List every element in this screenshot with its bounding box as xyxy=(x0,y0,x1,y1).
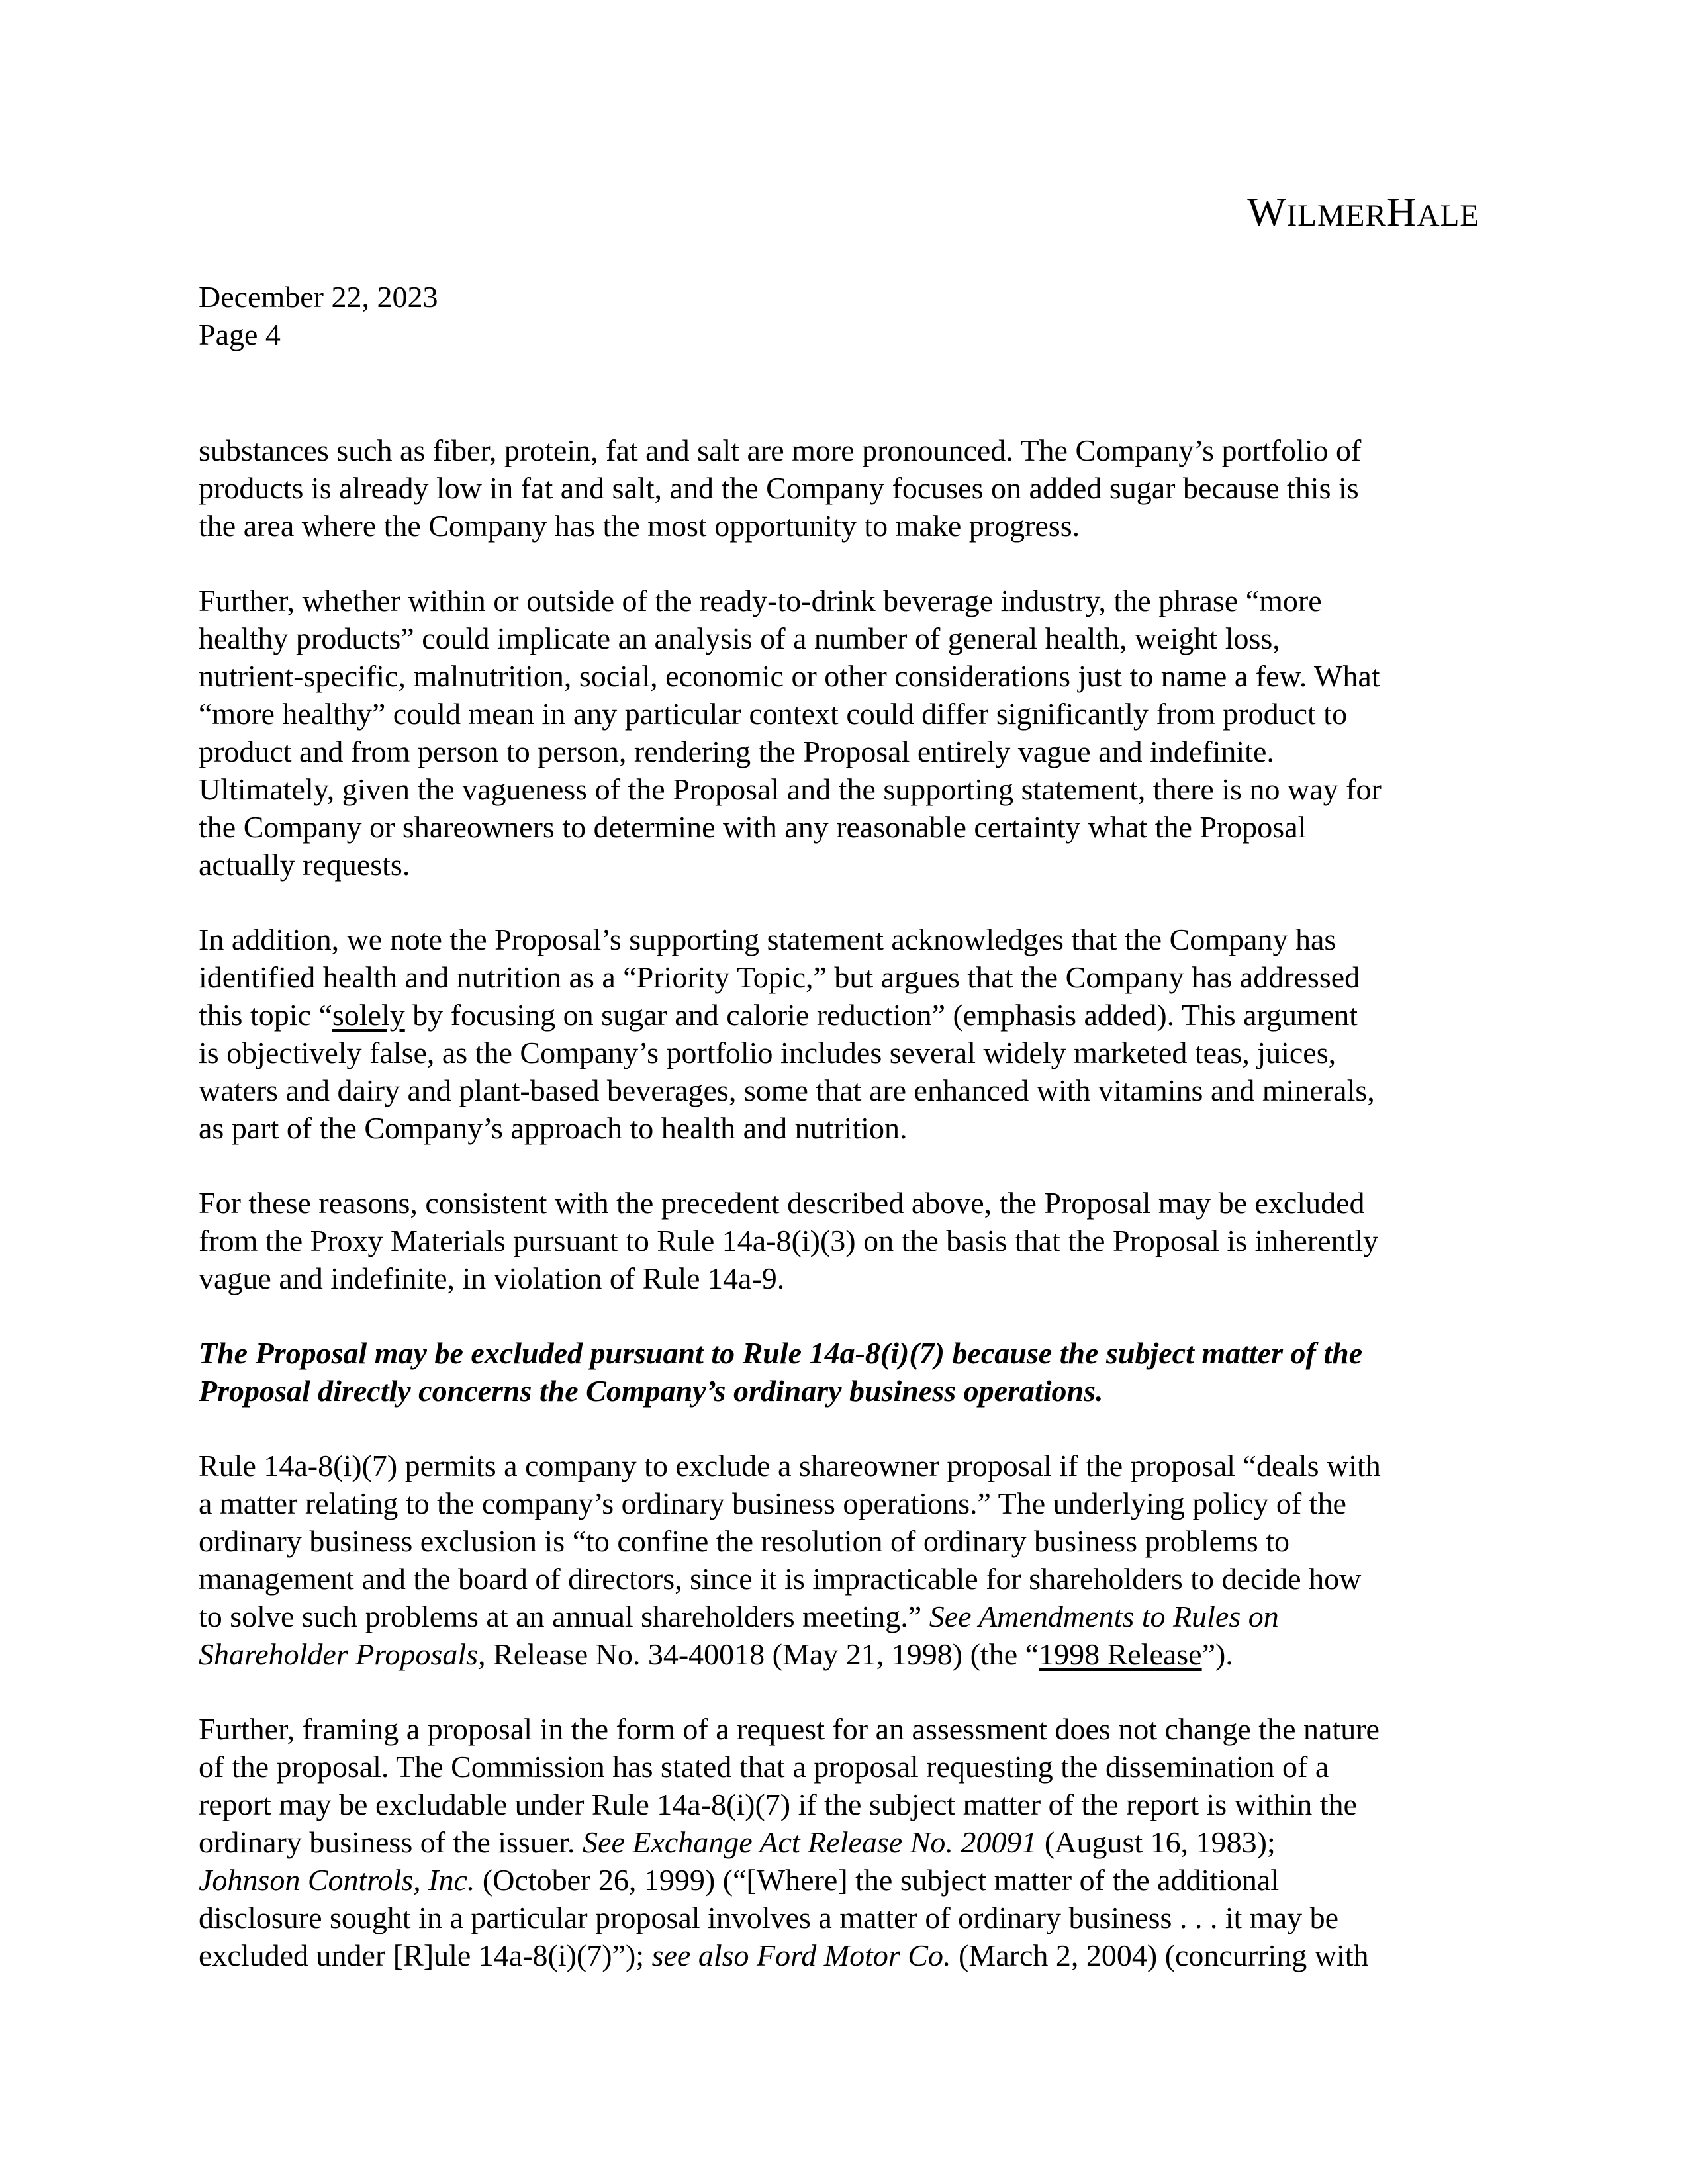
text-run: waters and dairy and plant-based beverages, some that are enhanced with vitamins and minerals, xyxy=(199,1073,1375,1107)
text-run: ”). xyxy=(1201,1637,1233,1671)
text-run: (March 2, 2004) (concurring with xyxy=(951,1938,1369,1972)
page-number: Page 4 xyxy=(199,318,281,351)
text-run: from the Proxy Materials pursuant to Rule 14a-8(i)(3) on the basis that the Proposal is inherently xyxy=(199,1224,1379,1257)
text-line xyxy=(199,432,1489,469)
text-run: product and from person to person, rendering the Proposal entirely vague and indefinite. xyxy=(199,735,1274,768)
text-run: as part of the Company’s approach to health and nutrition. xyxy=(199,1111,908,1145)
logo-rest-ilmer: ILMER xyxy=(1286,199,1387,233)
logo-initial-w: W xyxy=(1247,190,1287,235)
citation-italic: See Amendments to Rules on xyxy=(929,1600,1279,1633)
text-line xyxy=(199,1484,1489,1522)
text-line xyxy=(199,507,1489,545)
text-run: management and the board of directors, since it is impracticable for shareholders to decide how xyxy=(199,1562,1362,1596)
text-run: Ultimately, given the vagueness of the Proposal and the supporting statement, there is no way for xyxy=(199,772,1382,806)
text-line xyxy=(199,808,1489,846)
text-run: identified health and nutrition as a “Priority Topic,” but argues that the Company has addressed xyxy=(199,960,1360,994)
text-run: excluded under [R]ule 14a-8(i)(7)”); xyxy=(199,1938,652,1972)
text-run: vague and indefinite, in violation of Rule 14a-9. xyxy=(199,1261,785,1295)
text-run: this topic “ xyxy=(199,998,332,1032)
text-line xyxy=(199,1372,1489,1410)
body-paragraph xyxy=(199,432,1489,545)
citation-italic: see also Ford Motor Co. xyxy=(651,1938,951,1972)
text-line xyxy=(199,1936,1489,1974)
text-line xyxy=(199,733,1489,770)
text-line xyxy=(199,1748,1489,1786)
text-line xyxy=(199,996,1489,1034)
text-run: (October 26, 1999) (“[Where] the subject matter of the additional xyxy=(475,1863,1280,1897)
text-run: substances such as fiber, protein, fat and salt are more pronounced. The Company’s portfolio of xyxy=(199,433,1362,467)
body-paragraph xyxy=(199,1710,1489,1974)
logo-initial-h: H xyxy=(1386,190,1417,235)
text-line xyxy=(199,958,1489,996)
text-run: ordinary business exclusion is “to confine the resolution of ordinary business problems to xyxy=(199,1524,1290,1558)
letter-body xyxy=(199,432,1489,2011)
text-run: is objectively false, as the Company’s portfolio includes several widely marketed teas, juices, xyxy=(199,1036,1336,1069)
text-line xyxy=(199,1786,1489,1823)
text-line xyxy=(199,1222,1489,1259)
text-run: The Proposal may be excluded pursuant to Rule 14a-8(i)(7) because the subject matter of the xyxy=(199,1336,1363,1370)
text-run: healthy products” could implicate an analysis of a number of general health, weight loss, xyxy=(199,621,1280,655)
text-line xyxy=(199,1710,1489,1748)
firm-logo xyxy=(1247,192,1479,233)
text-line xyxy=(199,619,1489,657)
text-line xyxy=(199,695,1489,733)
text-line xyxy=(199,1635,1489,1673)
body-paragraph xyxy=(199,1184,1489,1297)
text-line xyxy=(199,1823,1489,1861)
text-line xyxy=(199,1109,1489,1147)
text-line xyxy=(199,921,1489,958)
body-paragraph xyxy=(199,921,1489,1147)
text-run: nutrient-specific, malnutrition, social, economic or other considerations just to name a few. What xyxy=(199,659,1380,693)
letter-header xyxy=(199,278,438,353)
text-run: a matter relating to the company’s ordinary business operations.” The underlying policy of the xyxy=(199,1486,1346,1520)
text-run: Further, whether within or outside of the ready-to-drink beverage industry, the phrase “more xyxy=(199,584,1322,617)
underlined-term: 1998 Release xyxy=(1039,1637,1202,1671)
text-run: ordinary business of the issuer. xyxy=(199,1825,583,1859)
text-run: disclosure sought in a particular proposal involves a matter of ordinary business . . . it may be xyxy=(199,1901,1339,1934)
text-line xyxy=(199,582,1489,619)
text-line xyxy=(199,1899,1489,1936)
text-run: the Company or shareowners to determine with any reasonable certainty what the Proposal xyxy=(199,810,1307,844)
text-run: Rule 14a-8(i)(7) permits a company to exclude a shareowner proposal if the proposal “deals with xyxy=(199,1449,1381,1482)
body-paragraph xyxy=(199,1447,1489,1673)
text-run: In addition, we note the Proposal’s supporting statement acknowledges that the Company has xyxy=(199,923,1336,956)
citation-italic: See Exchange Act Release No. 20091 xyxy=(583,1825,1037,1859)
text-run: Proposal directly concerns the Company’s ordinary business operations. xyxy=(199,1374,1103,1408)
text-run: of the proposal. The Commission has stated that a proposal requesting the dissemination of a xyxy=(199,1750,1329,1784)
text-run: by focusing on sugar and calorie reduction” (emphasis added). This argument xyxy=(404,998,1358,1032)
text-run: (August 16, 1983); xyxy=(1037,1825,1276,1859)
text-line xyxy=(199,1071,1489,1109)
text-run: report may be excludable under Rule 14a-8(i)(7) if the subject matter of the report is within the xyxy=(199,1788,1357,1821)
text-run: “more healthy” could mean in any particular context could differ significantly from product to xyxy=(199,697,1348,731)
text-run: products is already low in fat and salt, and the Company focuses on added sugar because this is xyxy=(199,471,1359,505)
text-run: to solve such problems at an annual shareholders meeting.” xyxy=(199,1600,929,1633)
text-run: Further, framing a proposal in the form of a request for an assessment does not change the nature xyxy=(199,1712,1380,1746)
text-line xyxy=(199,1034,1489,1071)
text-run: the area where the Company has the most opportunity to make progress. xyxy=(199,509,1080,543)
citation-italic: Johnson Controls, Inc. xyxy=(199,1863,475,1897)
text-line xyxy=(199,1522,1489,1560)
text-line xyxy=(199,846,1489,884)
text-line xyxy=(199,1861,1489,1899)
underlined-term: solely xyxy=(332,998,405,1032)
citation-italic: Shareholder Proposals xyxy=(199,1637,479,1671)
logo-rest-ale: ALE xyxy=(1417,199,1479,233)
text-line xyxy=(199,469,1489,507)
text-line xyxy=(199,1184,1489,1222)
section-heading xyxy=(199,1334,1489,1410)
text-line xyxy=(199,1334,1489,1372)
text-run: actually requests. xyxy=(199,848,410,882)
text-run: , Release No. 34-40018 (May 21, 1998) (the “ xyxy=(478,1637,1039,1671)
text-line xyxy=(199,1447,1489,1484)
text-line xyxy=(199,1259,1489,1297)
text-line xyxy=(199,1598,1489,1635)
text-run: For these reasons, consistent with the precedent described above, the Proposal may be excluded xyxy=(199,1186,1365,1220)
text-line xyxy=(199,770,1489,808)
letter-date: December 22, 2023 xyxy=(199,280,438,314)
body-paragraph xyxy=(199,582,1489,884)
text-line xyxy=(199,1560,1489,1598)
text-line xyxy=(199,657,1489,695)
